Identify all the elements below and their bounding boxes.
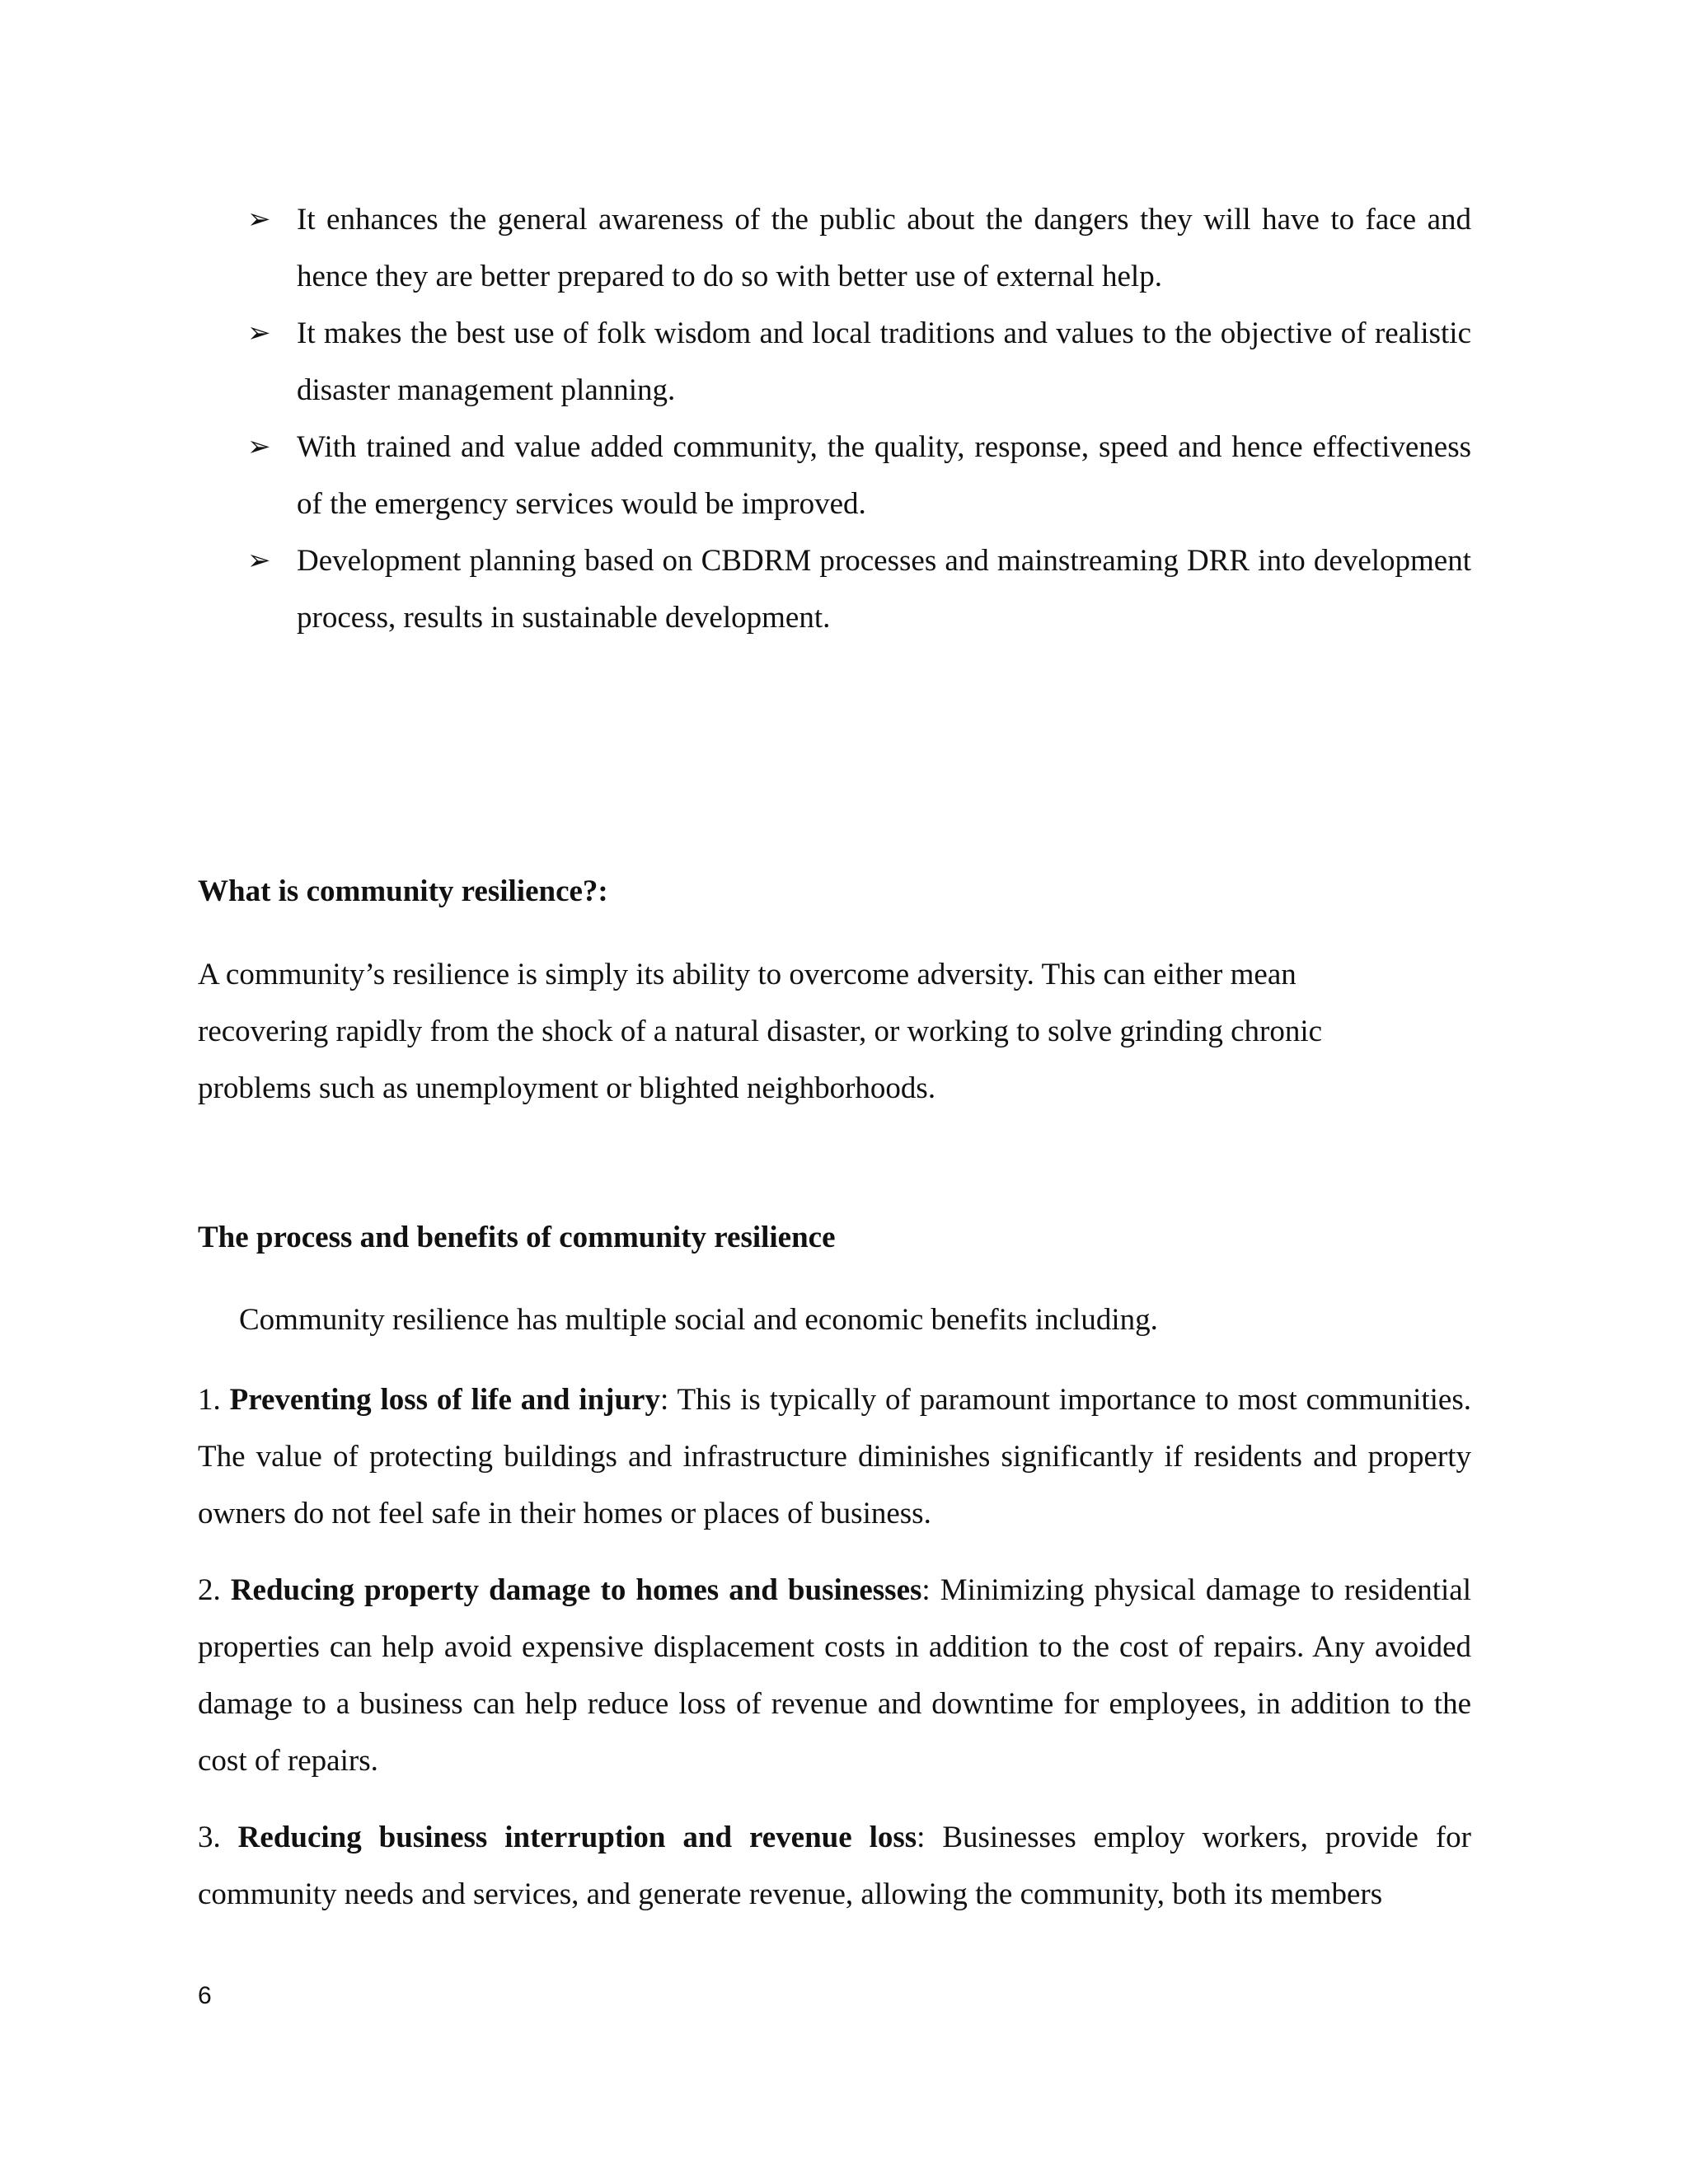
bullet-item xyxy=(247,419,1471,532)
benefit-term: Reducing property damage to homes and businesses xyxy=(230,1573,922,1607)
bullet-text: It makes the best use of folk wisdom and local traditions and values to the objective of realistic disaster management planning. xyxy=(297,316,1471,407)
bullet-item xyxy=(247,305,1471,419)
benefit-text: Minimizing physical damage to residential properties can help avoid expensive displacement costs in addition to the cost of repairs. Any avoided damage to a business can help reduce loss of revenue and downtime for employees, in addition to the cost of repairs. xyxy=(198,1573,1471,1778)
benefit-separator: : xyxy=(917,1821,926,1854)
benefit-text: Businesses employ workers, provide for community needs and services, and generate revenue, allowing the community, both its members xyxy=(198,1821,1472,1911)
arrow-bullet-icon: ➢ xyxy=(247,316,271,349)
section-heading-community-resilience: What is community resilience?: xyxy=(198,874,608,908)
arrow-bullet-icon: ➢ xyxy=(247,544,271,577)
benefit-separator: : xyxy=(921,1573,931,1607)
section-heading-process-benefits: The process and benefits of community resilience xyxy=(198,1221,836,1254)
bullet-text: Development planning based on CBDRM processes and mainstreaming DRR into development process, results in sustainable development. xyxy=(297,544,1471,635)
benefit-item xyxy=(198,1371,1471,1542)
benefit-term: Preventing loss of life and injury xyxy=(229,1383,660,1417)
benefit-separator: : xyxy=(659,1383,669,1417)
benefit-number: 1. xyxy=(198,1383,221,1417)
bullet-list xyxy=(247,191,1471,646)
benefit-text: This is typically of paramount importance to most communities. The value of protecting buildings and infrastructure diminishes significantly if residents and property owners do not feel safe in their homes or places of business. xyxy=(198,1383,1471,1530)
page-number: 6 xyxy=(198,1982,212,2009)
bullet-item xyxy=(247,532,1471,646)
arrow-bullet-icon: ➢ xyxy=(247,203,271,236)
community-resilience-definition: A community’s resilience is simply its ability to overcome adversity. This can either mean recovering rapidly from the shock of a natural disaster, or working to solve grinding chronic problems such as unemployment or blighted neighborhoods. xyxy=(198,958,1323,1105)
bullet-item xyxy=(247,191,1471,305)
bullet-text: It enhances the general awareness of the public about the dangers they will have to face and hence they are better prepared to do so with better use of external help. xyxy=(297,203,1471,293)
benefit-number: 3. xyxy=(198,1821,221,1854)
benefits-intro: Community resilience has multiple social and economic benefits including. xyxy=(239,1303,1158,1337)
bullet-text: With trained and value added community, the quality, response, speed and hence effectiveness of the emergency services would be improved. xyxy=(297,430,1471,521)
arrow-bullet-icon: ➢ xyxy=(247,430,271,463)
benefit-item xyxy=(198,1562,1471,1789)
benefit-term: Reducing business interruption and revenue loss xyxy=(237,1821,917,1854)
benefit-number: 2. xyxy=(198,1573,221,1607)
benefit-item xyxy=(198,1809,1471,1923)
